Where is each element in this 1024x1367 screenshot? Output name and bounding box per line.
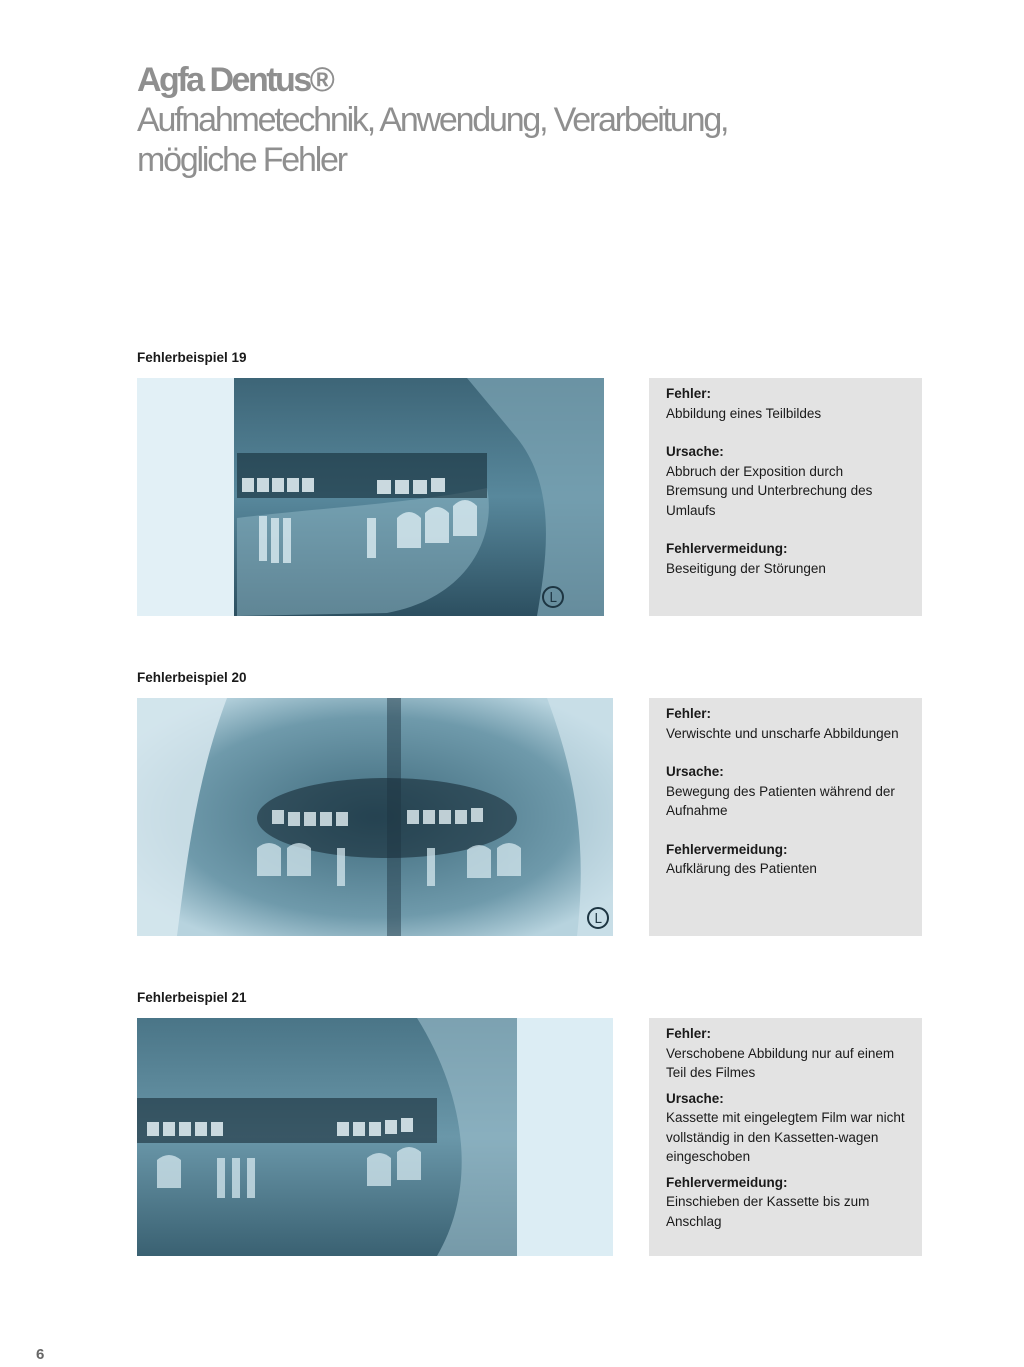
error-example-20 — [0, 670, 1024, 950]
error-example-19 — [0, 350, 1024, 630]
error-example-21 — [0, 990, 1024, 1270]
ursache-text: Abbruch der Exposition durch Bremsung und Unterbrechung des Umlaufs — [666, 463, 873, 518]
error-description-panel — [649, 378, 922, 616]
fehlervermeidung-text: Beseitigung der Störungen — [666, 560, 826, 576]
panoramic-xray-image — [137, 378, 604, 616]
ursache-label: Ursache: — [666, 1090, 724, 1106]
ursache-label: Ursache: — [666, 764, 724, 779]
fehler-text: Abbildung eines Teilbildes — [666, 405, 822, 421]
fehler-label: Fehler: — [666, 706, 712, 721]
fehlervermeidung-text: Aufklärung des Patienten — [666, 861, 817, 876]
fehler-label: Fehler: — [666, 386, 712, 401]
fehlervermeidung-label: Fehlervermeidung: — [666, 841, 788, 857]
fehler-text: Verschobene Abbildung nur auf einem Teil des Filmes — [666, 1045, 895, 1080]
ursache-label: Ursache: — [666, 444, 724, 459]
ursache-text: Bewegung des Patienten während der Aufnahme — [666, 783, 895, 818]
side-marker: L — [594, 912, 602, 927]
fehlervermeidung-label: Fehlervermeidung: — [666, 541, 788, 556]
fehlervermeidung-label: Fehlervermeidung: — [666, 1174, 788, 1190]
example-heading: Fehlerbeispiel 20 — [137, 670, 247, 685]
page-number: 6 — [36, 1346, 45, 1363]
fehlervermeidung-text: Einschieben der Kassette bis zum Anschlag — [666, 1194, 870, 1229]
panoramic-xray-image — [137, 1018, 613, 1256]
side-marker: L — [549, 591, 557, 606]
document-header — [137, 60, 897, 180]
error-description-panel — [649, 1018, 922, 1256]
page-subtitle: Aufnahmetechnik, Anwendung, Verarbeitung, mögliche Fehler — [137, 101, 728, 179]
panoramic-xray-image — [137, 698, 613, 936]
ursache-text: Kassette mit eingelegtem Film war nicht vollständig in den Kassetten-wagen eingeschoben — [666, 1110, 905, 1164]
fehler-text: Verwischte und unscharfe Abbildungen — [666, 725, 899, 741]
brand-title: Agfa Dentus® — [137, 61, 333, 99]
example-heading: Fehlerbeispiel 19 — [137, 350, 247, 365]
fehler-label: Fehler: — [666, 1026, 712, 1041]
error-description-panel — [649, 698, 922, 936]
example-heading: Fehlerbeispiel 21 — [137, 990, 247, 1005]
